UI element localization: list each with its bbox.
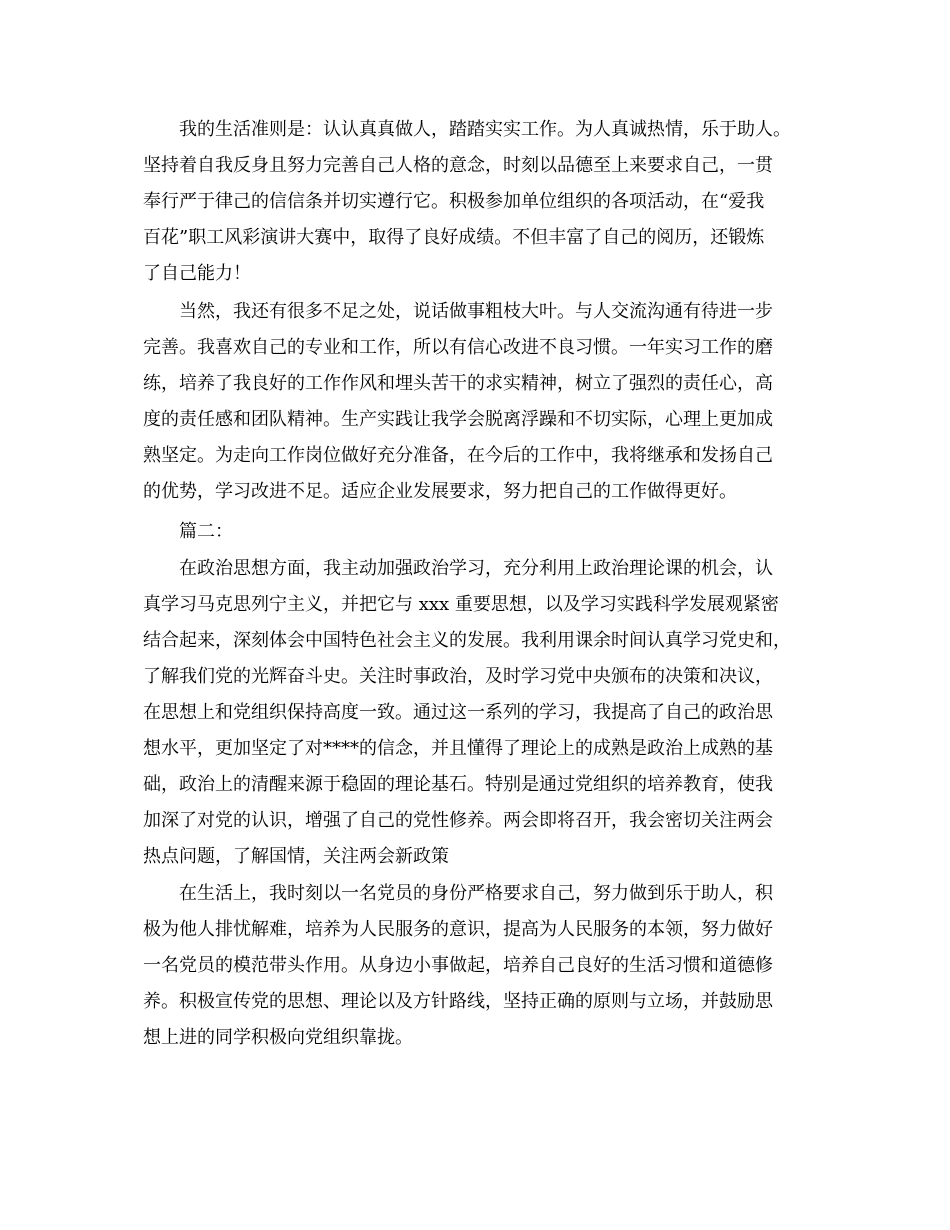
text-line: 练，培养了我良好的工作作风和埋头苦干的求实精神，树立了强烈的责任心，高 (143, 373, 773, 394)
text-line: 了解我们党的光辉奋斗史。关注时事政治，及时学习党中央颁布的决策和决议， (143, 666, 773, 687)
text-line: 础，政治上的清醒来源于稳固的理论基石。特别是通过党组织的培养教育，使我 (143, 774, 773, 795)
text-line: 想水平，更加坚定了对****的信念，并且懂得了理论上的成熟是政治上成熟的基 (143, 738, 773, 759)
text-line: 我的生活准则是：认认真真做人，踏踏实实工作。为人真诚热情，乐于助人。 (179, 119, 791, 140)
text-line: 当然，我还有很多不足之处，说话做事粗枝大叶。与人交流沟通有待进一步 (179, 301, 773, 322)
text-line: 结合起来，深刻体会中国特色社会主义的发展。我利用课余时间认真学习党史和， (143, 630, 791, 651)
text-line: 极为他人排忧解难，培养为人民服务的意识，提高为人民服务的本领，努力做好 (143, 919, 773, 940)
text-line: 真学习马克思列宁主义，并把它与 xxx 重要思想，以及学习实践科学发展观紧密 (143, 594, 779, 615)
text-line: 坚持着自我反身且努力完善自己人格的意念，时刻以品德至上来要求自己，一贯 (143, 155, 773, 176)
text-line: 完善。我喜欢自己的专业和工作，所以有信心改进不良习惯。一年实习工作的磨 (143, 337, 773, 358)
text-line: 养。积极宣传党的思想、理论以及方针路线，坚持正确的原则与立场，并鼓励思 (143, 991, 773, 1012)
text-line: 百花”职工风彩演讲大赛中，取得了良好成绩。不但丰富了自己的阅历，还锻炼 (143, 227, 765, 248)
text-line: 在思想上和党组织保持高度一致。通过这一系列的学习，我提高了自己的政治思 (143, 702, 773, 723)
text-line: 一名党员的模范带头作用。从身边小事做起，培养自己良好的生活习惯和道德修 (143, 955, 773, 976)
section-heading: 篇二： (179, 521, 233, 542)
text-line: 奉行严于律己的信信条并切实遵行它。积极参加单位组织的各项活动，在“爱我 (143, 191, 765, 212)
text-line: 熟坚定。为走向工作岗位做好充分准备，在今后的工作中，我将继承和发扬自己 (143, 445, 773, 466)
text-line: 在生活上，我时刻以一名党员的身份严格要求自己，努力做到乐于助人，积 (179, 883, 773, 904)
text-line: 了自己能力！ (143, 263, 251, 284)
text-line: 加深了对党的认识，增强了自己的党性修养。两会即将召开，我会密切关注两会 (143, 810, 773, 831)
text-line: 想上进的同学积极向党组织靠拢。 (143, 1027, 413, 1048)
text-line: 在政治思想方面，我主动加强政治学习，充分利用上政治理论课的机会，认 (179, 558, 773, 579)
text-line: 度的责任感和团队精神。生产实践让我学会脱离浮躁和不切实际，心理上更加成 (143, 409, 773, 430)
text-line: 热点问题，了解国情，关注两会新政策 (143, 846, 449, 867)
text-line: 的优势，学习改进不足。适应企业发展要求，努力把自己的工作做得更好。 (143, 481, 737, 502)
